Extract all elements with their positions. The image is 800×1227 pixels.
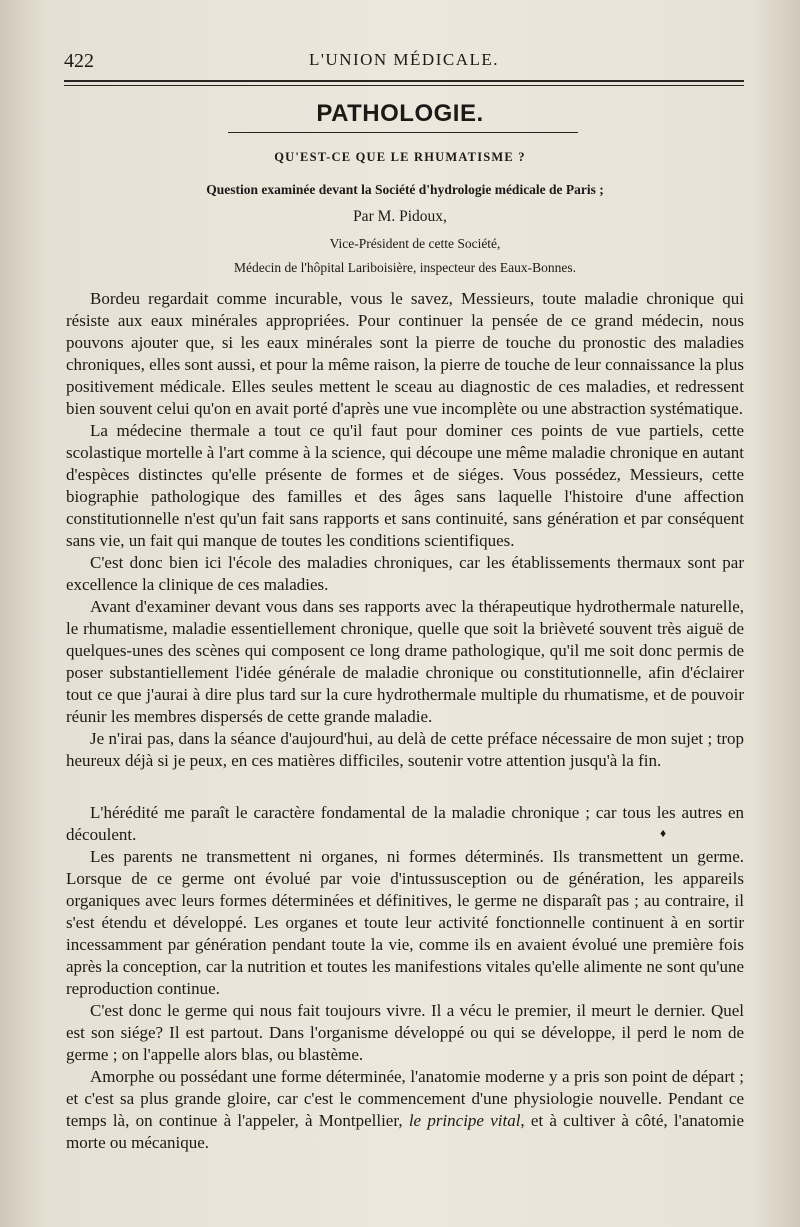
paragraph-text: Amorphe ou possédant une forme déterminée, l'anatomie moderne y a pris son point de départ ; et c'est sa plus grande gloire, car c'est le commencement d'une physiologie nouvelle. Pendant ce temps là, on continue à l'appeler, à Montpellier, [66, 1067, 744, 1130]
author-byline: Par M. Pidoux, [353, 208, 447, 225]
journal-title: L'UNION MÉDICALE. [308, 50, 500, 69]
author-affiliation-2: Médecin de l'hôpital Lariboisière, inspecteur des Eaux-Bonnes. [233, 260, 577, 275]
running-head [64, 50, 744, 76]
article-body [66, 288, 744, 1154]
italic-phrase: le principe vital [408, 1111, 521, 1130]
section-title: PATHOLOGIE. [316, 100, 484, 127]
article-question: QU'EST-CE QUE LE RHUMATISME ? [274, 150, 526, 164]
author-affiliation-1: Vice-Président de cette Société, [329, 236, 501, 251]
paragraph: C'est donc le germe qui nous fait toujours vivre. Il a vécu le premier, il meurt le dernier. Quel est son siége? Il est partout. Dans l'organisme développé ou qui se développe, il perd le nom de germe ; on l'appelle alors blas, ou blastème. [66, 1001, 744, 1064]
paragraph: Avant d'examiner devant vous dans ses rapports avec la thérapeutique hydrothermale naturelle, le rhumatisme, maladie essentiellement chronique, quelle que soit la brièveté souvent très aiguë de quelques-unes des scènes qui composent ce long drame pathologique, qu'il me soit donc permis de poser substantiellement l'idée générale de maladie chronique ou constitutionnelle, afin d'éclairer tout ce que j'aurai à dire plus tard sur la cure hydrothermale multiple du rhumatisme, et de pouvoir réunir les membres dispersés de cette grande maladie. [66, 597, 744, 726]
paragraph [66, 1066, 744, 1154]
paragraph: La médecine thermale a tout ce qu'il faut pour dominer ces points de vue partiels, cette scolastique mortelle à l'art comme à la science, qui découpe une même maladie chronique en autant d'espèces distinctes qu'elle présente de formes et de siéges. Vous possédez, Messieurs, cette biographie pathologique des familles et des âges sans laquelle l'histoire d'une affection constitutionnelle n'est qu'un fait sans rapports et sans continuité, sans génération et par conséquent sans vie, un fait qui manque de toutes les conditions scientifiques. [66, 421, 744, 550]
paragraph: Les parents ne transmettent ni organes, ni formes déterminés. Ils transmettent un germe. Lorsque de ce germe ont évolué par voie d'intussusception ou de génération, les appareils organiques avec leurs formes déterminées et définitives, le germe ne disparaît pas ; au contraire, il s'est étendu et développé. Les organes et toute leur activité fonctionnelle continuent à en sortir incessamment par génération pendant toute la vie, comme ils en avaient évolué une première fois après la conception, car la nutrition et toutes les manifestions vitales qu'elle alimente ne sont qu'une reproduction continue. [66, 847, 744, 998]
paragraph: C'est donc bien ici l'école des maladies chroniques, car les établissements thermaux sont par excellence la clinique de ces maladies. [66, 553, 744, 594]
paragraph: Je n'irai pas, dans la séance d'aujourd'hui, au delà de cette préface nécessaire de mon sujet ; trop heureux déjà si je peux, en ces matières difficiles, soutenir votre attention jusqu'à la fin. [66, 729, 744, 770]
header-rule [64, 80, 744, 86]
article-subtitle: Question examinée devant la Société d'hydrologie médicale de Paris ; [206, 182, 604, 197]
paragraph: Bordeu regardait comme incurable, vous le savez, Messieurs, toute maladie chronique qui résiste aux eaux minérales appropriées. Pour continuer la pensée de ce grand médecin, nous pouvons ajouter que, si les eaux minérales sont la pierre de touche du pronostic des maladies chroniques, elles sont aussi, et pour la même raison, la pierre de touche de leur connaissance la plus positivement médicale. Elles seules mettent le sceau au diagnostic de ces maladies, et redressent bien souvent celui qu'on en avait porté d'après une vue incomplète ou une abstraction systématique. [66, 289, 744, 418]
page-number: 422 [64, 50, 94, 72]
paragraph-text: , et à cultiver à côté, l'anatomie morte ou mécanique. [66, 1111, 744, 1152]
title-rule [228, 132, 578, 133]
paragraph: L'hérédité me paraît le caractère fondamental de la maladie chronique ; car tous les autres en découlent. [66, 803, 744, 844]
ornament-icon: ♦ [660, 826, 667, 840]
